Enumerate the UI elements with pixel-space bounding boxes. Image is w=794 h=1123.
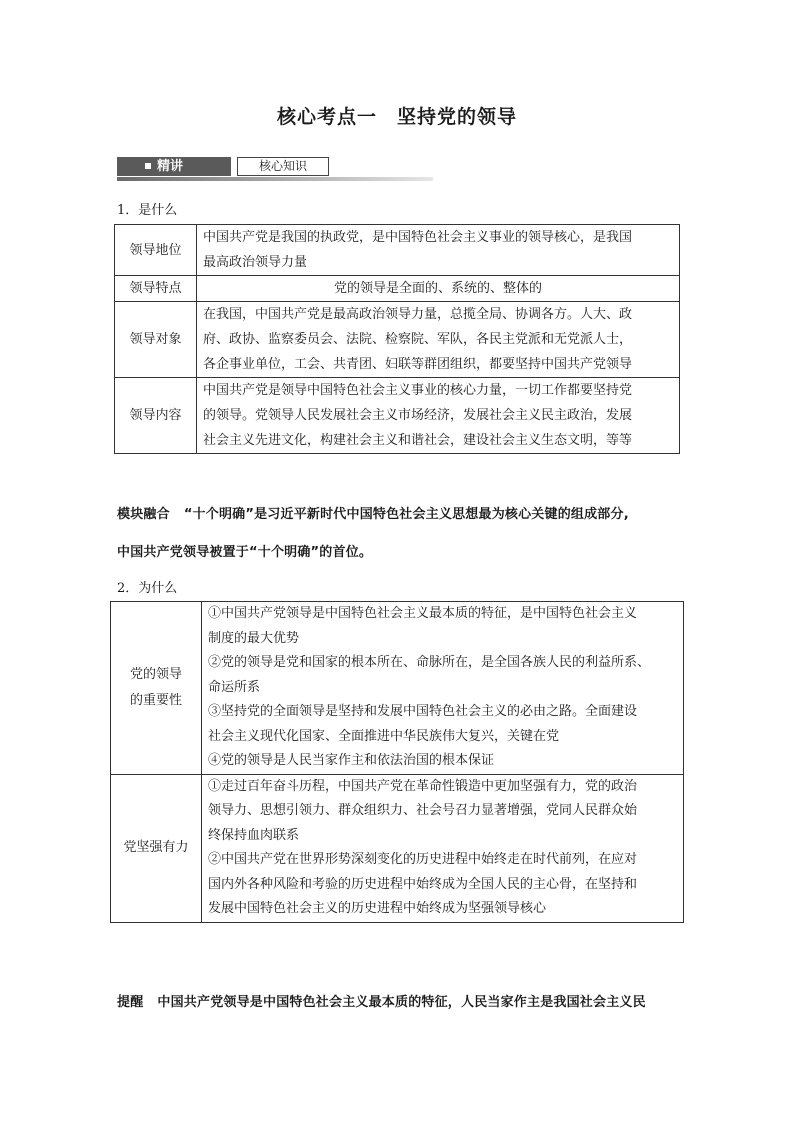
content-line: 各企事业单位，工会、共青团、妇联等群团组织，都要坚持中国共产党领导 bbox=[203, 357, 633, 372]
content-line: 社会主义先进文化，构建社会主义和谐社会，建设社会主义生态文明，等等 bbox=[203, 433, 633, 448]
content-line: ③坚持党的全面领导是坚持和发展中国特色社会主义的必由之路。全面建设 bbox=[208, 704, 638, 719]
row-label bbox=[111, 602, 202, 775]
section2-heading: 2．为什么 bbox=[117, 581, 178, 596]
row-label: 领导内容 bbox=[115, 378, 197, 454]
table-row bbox=[111, 774, 684, 922]
row-label: 领导地位 bbox=[115, 225, 197, 276]
reminder-lead: 提醒 bbox=[117, 995, 144, 1010]
content-line: 中国共产党是我国的执政党，是中国特色社会主义事业的领导核心，是我国 bbox=[203, 230, 633, 245]
content-line: 的领导。党领导人民发展社会主义市场经济，发展社会主义民主政治，发展 bbox=[203, 408, 633, 423]
content-line: ①中国共产党领导是中国特色社会主义最本质的特征，是中国特色社会主义 bbox=[208, 606, 638, 621]
banner-rule bbox=[117, 177, 433, 181]
label-line: 党坚强有力 bbox=[123, 840, 189, 855]
row-content bbox=[202, 774, 684, 922]
table-row bbox=[115, 276, 680, 302]
reminder-line bbox=[117, 991, 687, 1010]
row-label: 领导特点 bbox=[115, 276, 197, 302]
integration-line-2: 中国共产党领导被置于“十个明确”的首位。 bbox=[117, 545, 373, 560]
reminder-text: 中国共产党领导是中国特色社会主义最本质的特征，人民当家作主是我国社会主义民 bbox=[157, 995, 646, 1010]
row-content bbox=[197, 225, 680, 276]
row-content bbox=[197, 276, 680, 302]
row-label: 领导对象 bbox=[115, 302, 197, 378]
integration-text: “十个明确”是习近平新时代中国特色社会主义思想最为核心关键的组成部分, bbox=[183, 507, 629, 522]
content-line: ②中国共产党在世界形势深刻变化的历史进程中始终走在时代前列，在应对 bbox=[208, 852, 638, 867]
page-title: 核心考点一 坚持党的领导 bbox=[276, 106, 517, 128]
content-line: 命运所系 bbox=[208, 679, 261, 695]
content-line: 制度的最大优势 bbox=[208, 630, 300, 646]
banner-box: 核心知识 bbox=[237, 157, 329, 176]
content-line: 发展中国特色社会主义的历史进程中始终成为坚强领导核心 bbox=[208, 901, 547, 916]
content-line: 在我国，中国共产党是最高政治领导力量，总揽全局、协调各方。人大、政 bbox=[203, 307, 633, 322]
content-line: ④党的领导是人民当家作主和依法治国的根本保证 bbox=[208, 753, 495, 768]
square-bullet-icon bbox=[145, 163, 151, 169]
content-line: 党的领导是全面的、系统的、整体的 bbox=[333, 281, 542, 296]
content-line: 国内外各种风险和考验的历史进程中始终成为全国人民的主心骨，在坚持和 bbox=[208, 876, 638, 892]
table-row bbox=[115, 378, 680, 454]
row-content bbox=[197, 302, 680, 378]
integration-lead: 模块融合 bbox=[117, 507, 170, 522]
why-table bbox=[110, 601, 684, 923]
content-line: 终保持血肉联系 bbox=[208, 827, 300, 843]
table-row bbox=[111, 602, 684, 775]
banner-tag bbox=[117, 157, 231, 176]
section1-heading: 1．是什么 bbox=[117, 203, 178, 218]
content-line: 领导力、思想引领力、群众组织力、社会号召力显著增强，党同人民群众始 bbox=[208, 803, 638, 818]
content-line: 社会主义现代化国家、全面推进中华民族伟大复兴，关键在党 bbox=[208, 728, 560, 744]
content-line: ②党的领导是党和国家的根本所在、命脉所在，是全国各族人民的利益所系、 bbox=[208, 655, 651, 670]
label-line: 党的领导 bbox=[129, 666, 182, 682]
content-line: 府、政协、监察委员会、法院、检察院、军队，各民主党派和无党派人士， bbox=[203, 332, 633, 347]
section-banner bbox=[117, 157, 433, 181]
table-row bbox=[115, 225, 680, 276]
row-content bbox=[197, 378, 680, 454]
content-line: ①走过百年奋斗历程，中国共产党在革命性锻造中更加坚强有力，党的政治 bbox=[208, 778, 638, 794]
label-line: 的重要性 bbox=[129, 692, 182, 708]
integration-line-1 bbox=[117, 503, 687, 522]
row-content bbox=[202, 602, 684, 775]
row-label bbox=[111, 774, 202, 922]
content-line: 中国共产党是领导中国特色社会主义事业的核心力量，一切工作都要坚持党 bbox=[203, 383, 633, 398]
what-table bbox=[114, 224, 680, 454]
banner-tag-label: 精讲 bbox=[157, 159, 184, 174]
content-line: 最高政治领导力量 bbox=[203, 255, 308, 270]
table-row bbox=[115, 302, 680, 378]
